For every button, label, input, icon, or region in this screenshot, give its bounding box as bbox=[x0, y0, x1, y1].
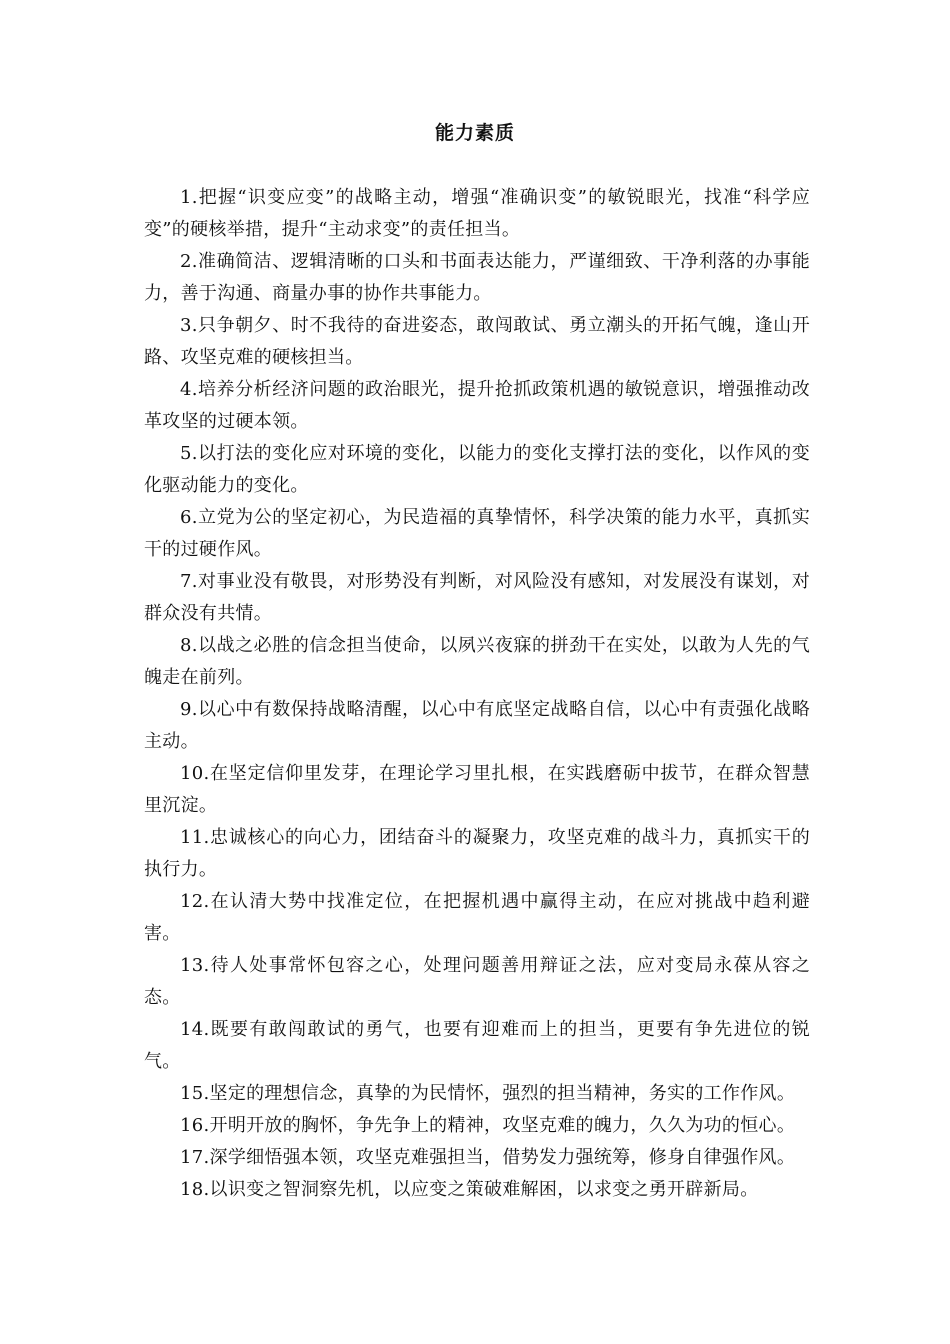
list-item: 7.对事业没有敬畏，对形势没有判断，对风险没有感知，对发展没有谋划，对群众没有共情。 bbox=[144, 571, 810, 624]
list-item: 16.开明开放的胸怀，争先争上的精神，攻坚克难的魄力，久久为功的恒心。 bbox=[180, 1115, 796, 1136]
list-item: 18.以识变之智洞察先机，以应变之策破难解困，以求变之勇开辟新局。 bbox=[180, 1179, 759, 1200]
list-item: 15.坚定的理想信念，真挚的为民情怀，强烈的担当精神，务实的工作作风。 bbox=[180, 1083, 796, 1104]
list-item: 6.立党为公的坚定初心，为民造福的真挚情怀，科学决策的能力水平，真抓实干的过硬作风。 bbox=[144, 507, 810, 560]
list-item: 3.只争朝夕、时不我待的奋进姿态，敢闯敢试、勇立潮头的开拓气魄，逢山开路、攻坚克难的硬核担当。 bbox=[144, 315, 810, 368]
list-item: 17.深学细悟强本领，攻坚克难强担当，借势发力强统筹，修身自律强作风。 bbox=[180, 1147, 796, 1168]
list-item: 5.以打法的变化应对环境的变化，以能力的变化支撑打法的变化，以作风的变化驱动能力的变化。 bbox=[144, 443, 810, 496]
ability-list bbox=[144, 182, 810, 1206]
list-item: 2.准确简洁、逻辑清晰的口头和书面表达能力，严谨细致、干净利落的办事能力，善于沟通、商量办事的协作共事能力。 bbox=[144, 251, 810, 304]
list-item: 4.培养分析经济问题的政治眼光，提升抢抓政策机遇的敏锐意识，增强推动改革攻坚的过硬本领。 bbox=[144, 379, 810, 432]
list-item: 1.把握“识变应变”的战略主动，增强“准确识变”的敏锐眼光，找准“科学应变”的硬核举措，提升“主动求变”的责任担当。 bbox=[144, 187, 810, 240]
list-item: 10.在坚定信仰里发芽，在理论学习里扎根，在实践磨砺中拔节，在群众智慧里沉淀。 bbox=[144, 763, 810, 816]
list-item: 12.在认清大势中找准定位，在把握机遇中赢得主动，在应对挑战中趋利避害。 bbox=[144, 891, 810, 944]
list-item: 8.以战之必胜的信念担当使命，以夙兴夜寐的拼劲干在实处，以敢为人先的气魄走在前列。 bbox=[144, 635, 810, 688]
list-item: 9.以心中有数保持战略清醒，以心中有底坚定战略自信，以心中有责强化战略主动。 bbox=[144, 699, 810, 752]
list-item: 13.待人处事常怀包容之心，处理问题善用辩证之法，应对变局永葆从容之态。 bbox=[144, 955, 810, 1008]
list-item: 11.忠诚核心的向心力，团结奋斗的凝聚力，攻坚克难的战斗力，真抓实干的执行力。 bbox=[144, 827, 810, 880]
list-item: 14.既要有敢闯敢试的勇气，也要有迎难而上的担当，更要有争先进位的锐气。 bbox=[144, 1019, 810, 1072]
document-title: 能力素质 bbox=[434, 122, 515, 144]
